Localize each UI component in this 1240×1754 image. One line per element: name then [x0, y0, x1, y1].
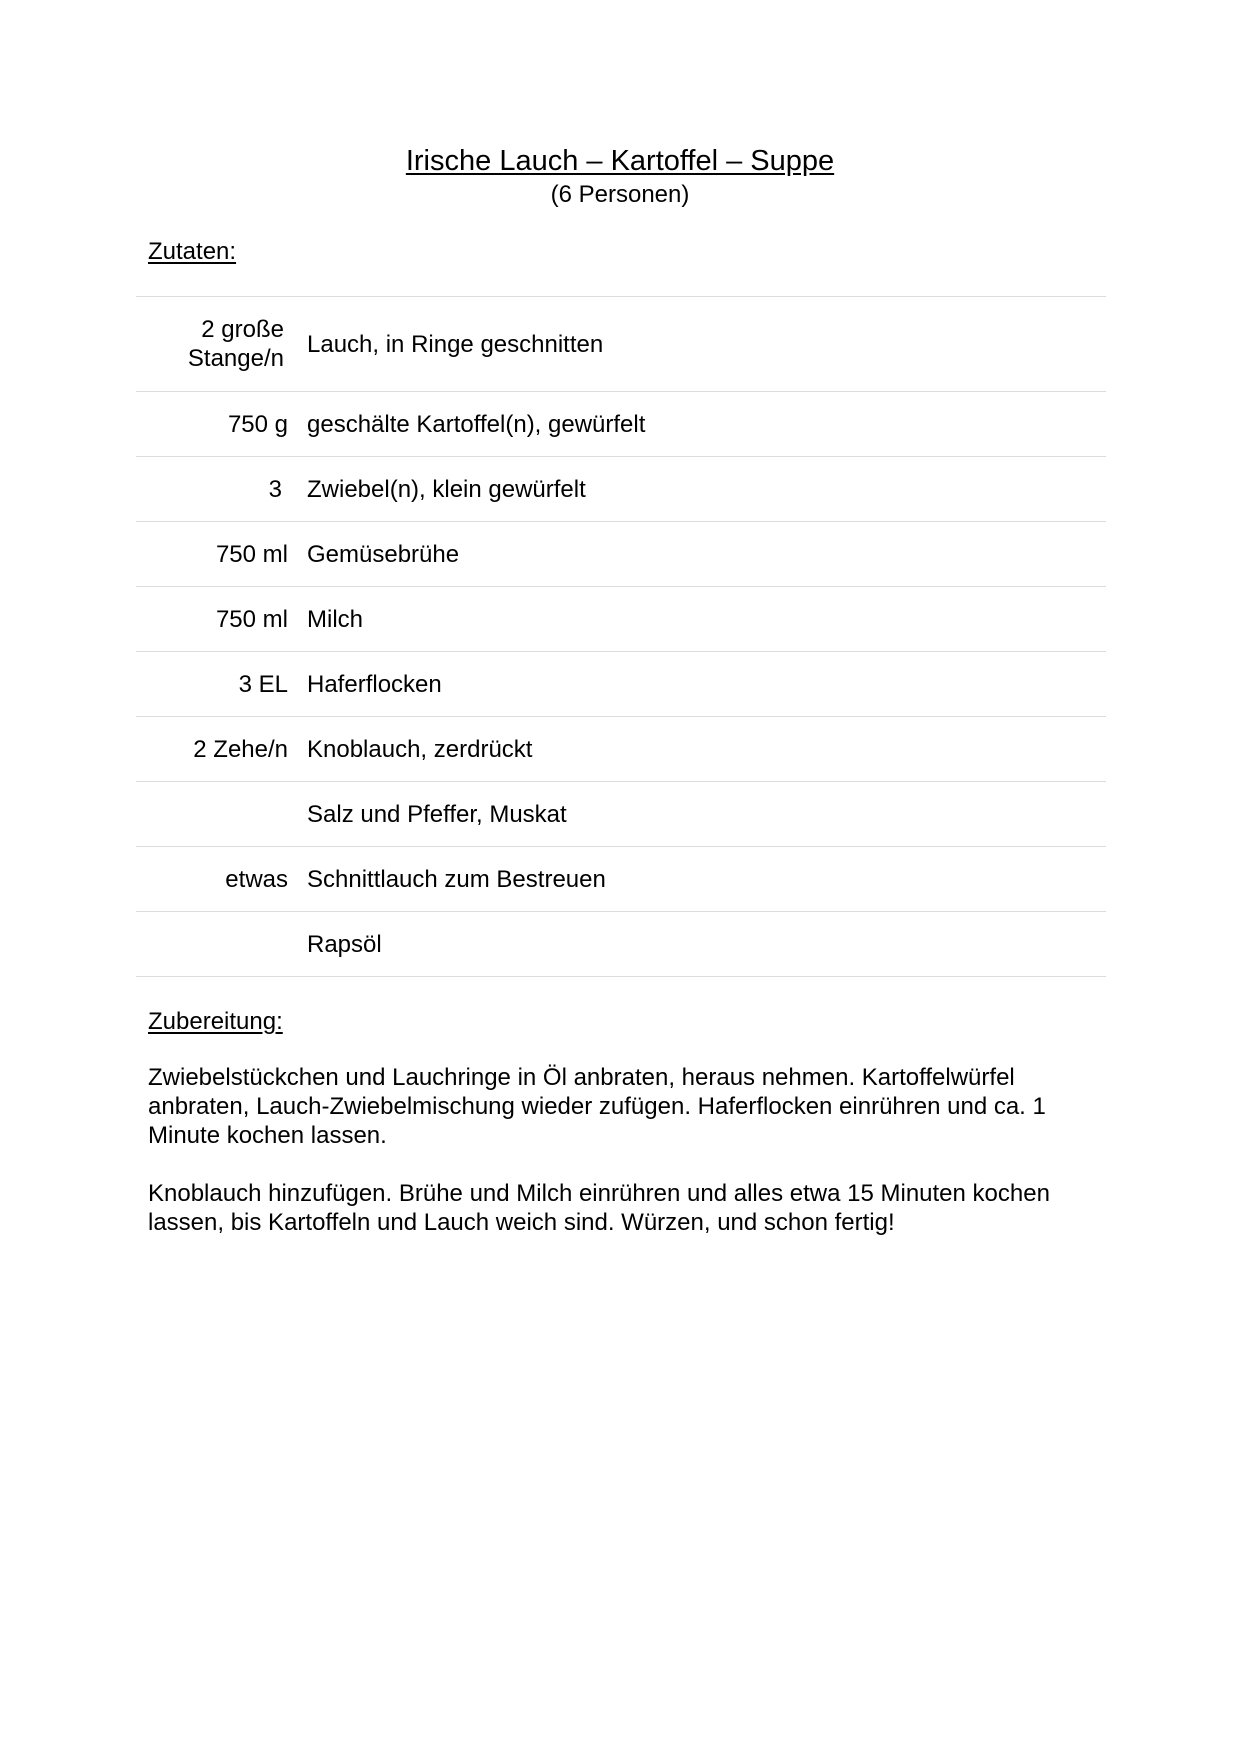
ingredient-row — [136, 522, 1106, 587]
preparation-paragraph: Zwiebelstückchen und Lauchringe in Öl anbraten, heraus nehmen. Kartoffelwürfel anbraten, Lauch-Zwiebelmischung wieder zufügen. Haferflocken einrühren und ca. 1 Minute kochen lassen. — [148, 1064, 1046, 1149]
ingredient-quantity: 750 g — [227, 410, 288, 438]
ingredient-quantity: 3 — [268, 475, 282, 503]
ingredient-name: Knoblauch, zerdrückt — [307, 735, 533, 763]
ingredient-row — [136, 652, 1106, 717]
ingredient-quantity: etwas — [225, 865, 288, 893]
ingredient-quantity: 750 ml — [215, 605, 288, 633]
ingredient-row — [136, 392, 1106, 457]
ingredient-row — [136, 587, 1106, 652]
ingredient-name: Haferflocken — [307, 670, 442, 698]
recipe-title: Irische Lauch – Kartoffel – Suppe — [405, 145, 835, 177]
ingredient-quantity: 3 EL — [238, 670, 288, 698]
ingredient-name: Salz und Pfeffer, Muskat — [307, 800, 567, 828]
ingredient-row — [136, 782, 1106, 847]
ingredient-quantity: 2 große Stange/n — [187, 316, 284, 372]
ingredient-row — [136, 297, 1106, 392]
ingredient-name: Schnittlauch zum Bestreuen — [307, 865, 606, 893]
recipe-servings: (6 Personen) — [550, 181, 690, 208]
ingredient-name: Zwiebel(n), klein gewürfelt — [307, 475, 586, 503]
preparation-paragraph: Knoblauch hinzufügen. Brühe und Milch einrühren und alles etwa 15 Minuten kochen lassen, bis Kartoffeln und Lauch weich sind. Würzen, und schon fertig! — [148, 1180, 1050, 1236]
ingredient-row — [136, 717, 1106, 782]
ingredient-name: Rapsöl — [307, 930, 382, 958]
ingredient-name: geschälte Kartoffel(n), gewürfelt — [307, 410, 646, 438]
ingredients-table — [136, 296, 1106, 977]
preparation-text — [148, 1063, 1108, 1266]
ingredient-row — [136, 847, 1106, 912]
ingredients-heading: Zutaten: — [148, 238, 237, 265]
ingredient-quantity: 2 Zehe/n — [193, 735, 288, 763]
ingredient-row — [136, 457, 1106, 522]
preparation-heading: Zubereitung: — [148, 1008, 283, 1035]
ingredient-name: Milch — [307, 605, 364, 633]
ingredient-quantity: 750 ml — [215, 540, 288, 568]
ingredient-name: Gemüsebrühe — [307, 540, 460, 568]
ingredient-row — [136, 912, 1106, 977]
ingredient-name: Lauch, in Ringe geschnitten — [307, 330, 604, 358]
